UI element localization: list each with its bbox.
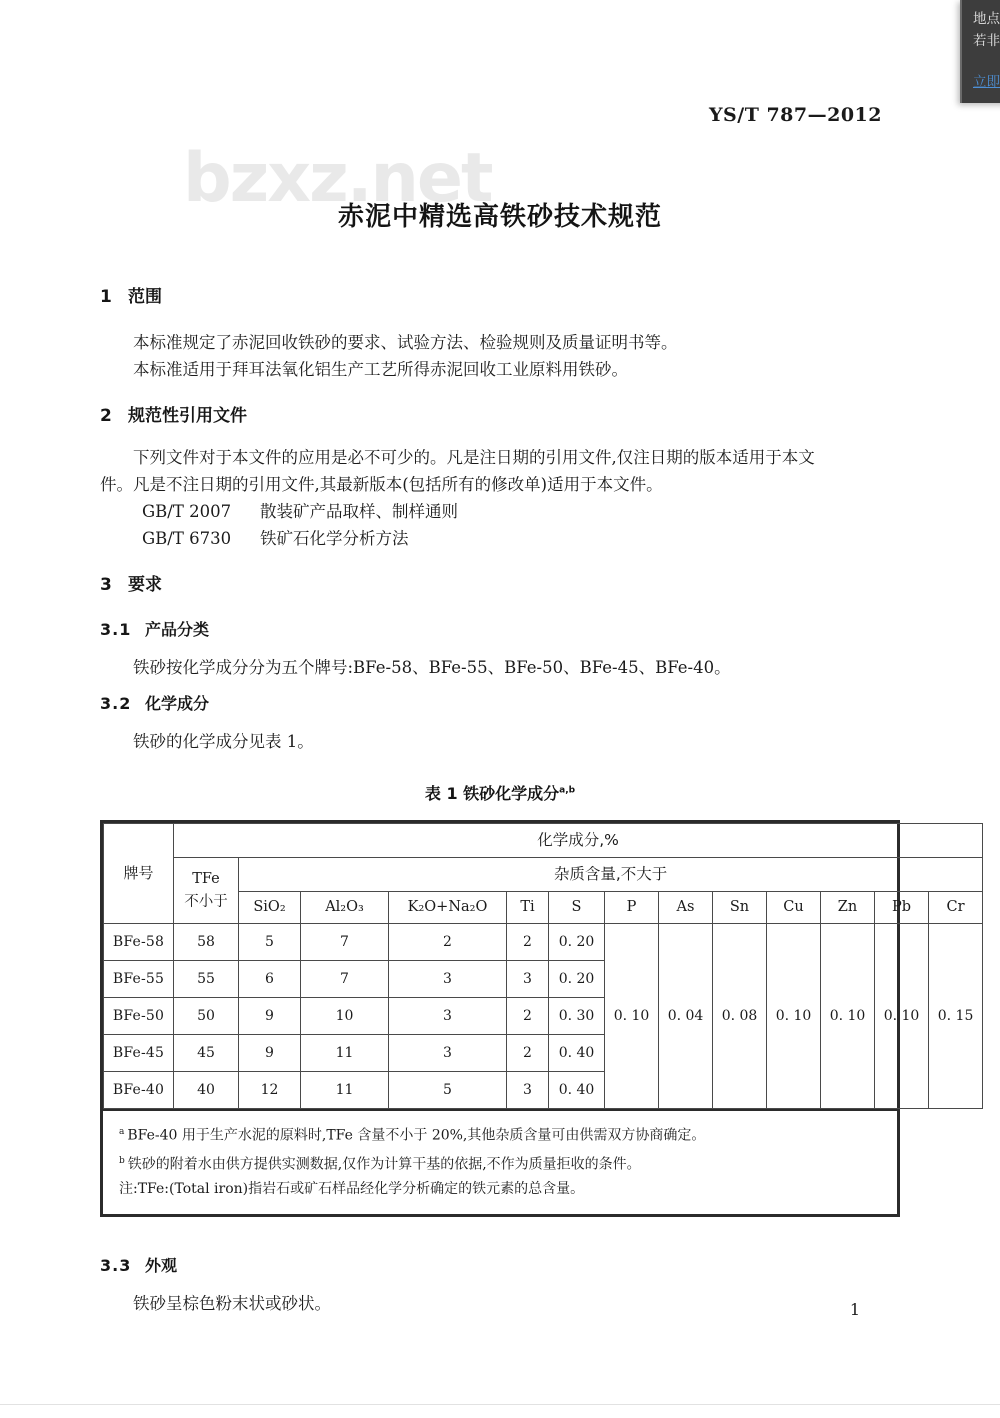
footnote-a-marker: a	[119, 1127, 125, 1137]
footnote-b-marker: b	[119, 1155, 125, 1166]
cell-al2o3: 7	[301, 924, 389, 961]
table-header-row-2	[104, 858, 983, 892]
cell-tfe: 50	[174, 998, 239, 1035]
header-element-zn: Zn	[821, 892, 875, 924]
section-number-3-2: 3.2	[100, 694, 132, 713]
header-element-ti: Ti	[507, 892, 549, 924]
section-number-3: 3	[100, 575, 112, 595]
header-element-sio2: SiO₂	[239, 892, 301, 924]
cell-ti: 2	[507, 998, 549, 1035]
header-group-main: 化学成分,%	[174, 824, 983, 858]
cell-brand: BFe-55	[104, 961, 174, 998]
table-caption-text: 表 1 铁砂化学成分	[424, 784, 560, 803]
section-3-2-paragraph: 铁砂的化学成分见表 1。	[133, 732, 314, 751]
header-element-cu: Cu	[767, 892, 821, 924]
chemical-composition-table	[100, 820, 974, 1217]
standard-code-header: YS/T 787—2012	[708, 104, 882, 126]
table-caption	[100, 781, 900, 804]
spec-table	[103, 823, 983, 1109]
table-row	[104, 924, 983, 961]
table-header-row-1	[104, 824, 983, 858]
section-title-3-2: 化学成分	[145, 694, 210, 713]
page-number: 1	[849, 1300, 860, 1319]
header-brand: 牌号	[104, 824, 174, 924]
section-number-1: 1	[100, 287, 112, 307]
footnote-b	[119, 1149, 881, 1178]
table-caption-superscript: a,b	[559, 785, 576, 796]
cell-sio2: 9	[239, 998, 301, 1035]
section-number-3-1: 3.1	[100, 620, 132, 639]
header-element-as: As	[659, 892, 713, 924]
cell-s: 0. 40	[549, 1035, 605, 1072]
header-element-pb: Pb	[875, 892, 929, 924]
header-element-sn: Sn	[713, 892, 767, 924]
header-tfe	[174, 858, 239, 924]
footnote-a-text: BFe-40 用于生产水泥的原料时,TFe 含量不小于 20%,其他杂质含量可由供需双方协商确定。	[127, 1127, 706, 1144]
cell-s: 0. 20	[549, 961, 605, 998]
cell-cu-merged: 0. 10	[767, 924, 821, 1109]
reference-name-1: 散装矿产品取样、制样通则	[260, 502, 458, 521]
section-heading-3-3	[100, 1253, 900, 1276]
watermark-text: bzxz.net	[183, 139, 492, 218]
cell-zn-merged: 0. 10	[821, 924, 875, 1109]
section-1-paragraph-2: 本标准适用于拜耳法氧化铝生产工艺所得赤泥回收工业原料用铁砂。	[133, 360, 628, 379]
section-heading-3-1	[100, 617, 900, 640]
section-3-1-paragraph: 铁砂按化学成分分为五个牌号:BFe-58、BFe-55、BFe-50、BFe-45、BFe-40。	[133, 658, 731, 677]
cell-cr-merged: 0. 15	[929, 924, 983, 1109]
cell-al2o3: 11	[301, 1035, 389, 1072]
footnote-b-text: 铁砂的附着水由供方提供实测数据,仅作为计算干基的依据,不作为质量拒收的条件。	[127, 1156, 641, 1173]
cell-p-merged: 0. 10	[605, 924, 659, 1109]
section-heading-2	[100, 401, 900, 426]
cell-sio2: 12	[239, 1072, 301, 1109]
section-2-paragraph-2: 件。凡是不注日期的引用文件,其最新版本(包括所有的修改单)适用于本文件。	[100, 475, 663, 494]
section-title-2: 规范性引用文件	[128, 406, 247, 426]
section-title-1: 范围	[128, 287, 162, 307]
notification-popup[interactable]	[960, 0, 1000, 103]
page-title: 赤泥中精选高铁砂技术规范	[337, 202, 662, 232]
section-1-paragraph-1: 本标准规定了赤泥回收铁砂的要求、试验方法、检验规则及质量证明书等。	[133, 333, 678, 352]
document-body	[100, 282, 974, 1317]
normative-reference-1	[100, 498, 900, 525]
table-footnotes	[103, 1109, 897, 1214]
cell-sio2: 6	[239, 961, 301, 998]
cell-pb-merged: 0. 10	[875, 924, 929, 1109]
section-title-3-1: 产品分类	[145, 620, 210, 639]
cell-brand: BFe-50	[104, 998, 174, 1035]
reference-code-2: GB/T 6730	[142, 529, 232, 548]
table-body	[104, 924, 983, 1109]
section-title-3-3: 外观	[145, 1256, 178, 1276]
cell-al2o3: 11	[301, 1072, 389, 1109]
header-element-k2o-na2o: K₂O+Na₂O	[389, 892, 507, 924]
header-element-al2o3: Al₂O₃	[301, 892, 389, 924]
popup-action-link[interactable]: 立即	[973, 74, 1000, 90]
cell-tfe: 45	[174, 1035, 239, 1072]
cell-sio2: 9	[239, 1035, 301, 1072]
header-group-impurity: 杂质含量,不大于	[239, 858, 983, 892]
header-tfe-line1: TFe	[192, 870, 220, 887]
cell-s: 0. 40	[549, 1072, 605, 1109]
cell-tfe: 55	[174, 961, 239, 998]
cell-brand: BFe-40	[104, 1072, 174, 1109]
cell-tfe: 40	[174, 1072, 239, 1109]
cell-k2o-na2o: 3	[389, 998, 507, 1035]
cell-al2o3: 7	[301, 961, 389, 998]
table-head	[104, 824, 983, 924]
cell-ti: 3	[507, 961, 549, 998]
cell-k2o-na2o: 3	[389, 1035, 507, 1072]
section-number-3-3: 3.3	[100, 1256, 132, 1276]
cell-sio2: 5	[239, 924, 301, 961]
section-heading-1	[100, 282, 900, 307]
cell-brand: BFe-45	[104, 1035, 174, 1072]
header-element-s: S	[549, 892, 605, 924]
section-2-paragraph-1: 下列文件对于本文件的应用是必不可少的。凡是注日期的引用文件,仅注日期的版本适用于本文	[133, 448, 815, 467]
section-heading-3-2	[100, 691, 900, 714]
cell-tfe: 58	[174, 924, 239, 961]
section-heading-3	[100, 570, 900, 595]
reference-name-2: 铁矿石化学分析方法	[260, 529, 409, 548]
section-number-2: 2	[100, 406, 112, 426]
cell-k2o-na2o: 3	[389, 961, 507, 998]
cell-k2o-na2o: 2	[389, 924, 507, 961]
footnote-a	[119, 1120, 881, 1149]
cell-k2o-na2o: 5	[389, 1072, 507, 1109]
header-element-p: P	[605, 892, 659, 924]
footnote-note: 注:TFe:(Total iron)指岩石或矿石样品经化学分析确定的铁元素的总含量。	[119, 1181, 585, 1198]
reference-code-1: GB/T 2007	[142, 502, 232, 521]
cell-s: 0. 20	[549, 924, 605, 961]
header-element-cr: Cr	[929, 892, 983, 924]
popup-line-2: 若非	[973, 33, 1000, 49]
section-title-3: 要求	[128, 575, 162, 595]
cell-ti: 2	[507, 1035, 549, 1072]
cell-brand: BFe-58	[104, 924, 174, 961]
cell-al2o3: 10	[301, 998, 389, 1035]
section-3-3-paragraph: 铁砂呈棕色粉末状或砂状。	[133, 1294, 331, 1314]
cell-sn-merged: 0. 08	[713, 924, 767, 1109]
cell-s: 0. 30	[549, 998, 605, 1035]
cell-as-merged: 0. 04	[659, 924, 713, 1109]
popup-line-1: 地点	[973, 11, 1000, 27]
cell-ti: 2	[507, 924, 549, 961]
cell-ti: 3	[507, 1072, 549, 1109]
header-tfe-line2: 不小于	[184, 893, 228, 910]
normative-reference-2	[100, 525, 900, 552]
